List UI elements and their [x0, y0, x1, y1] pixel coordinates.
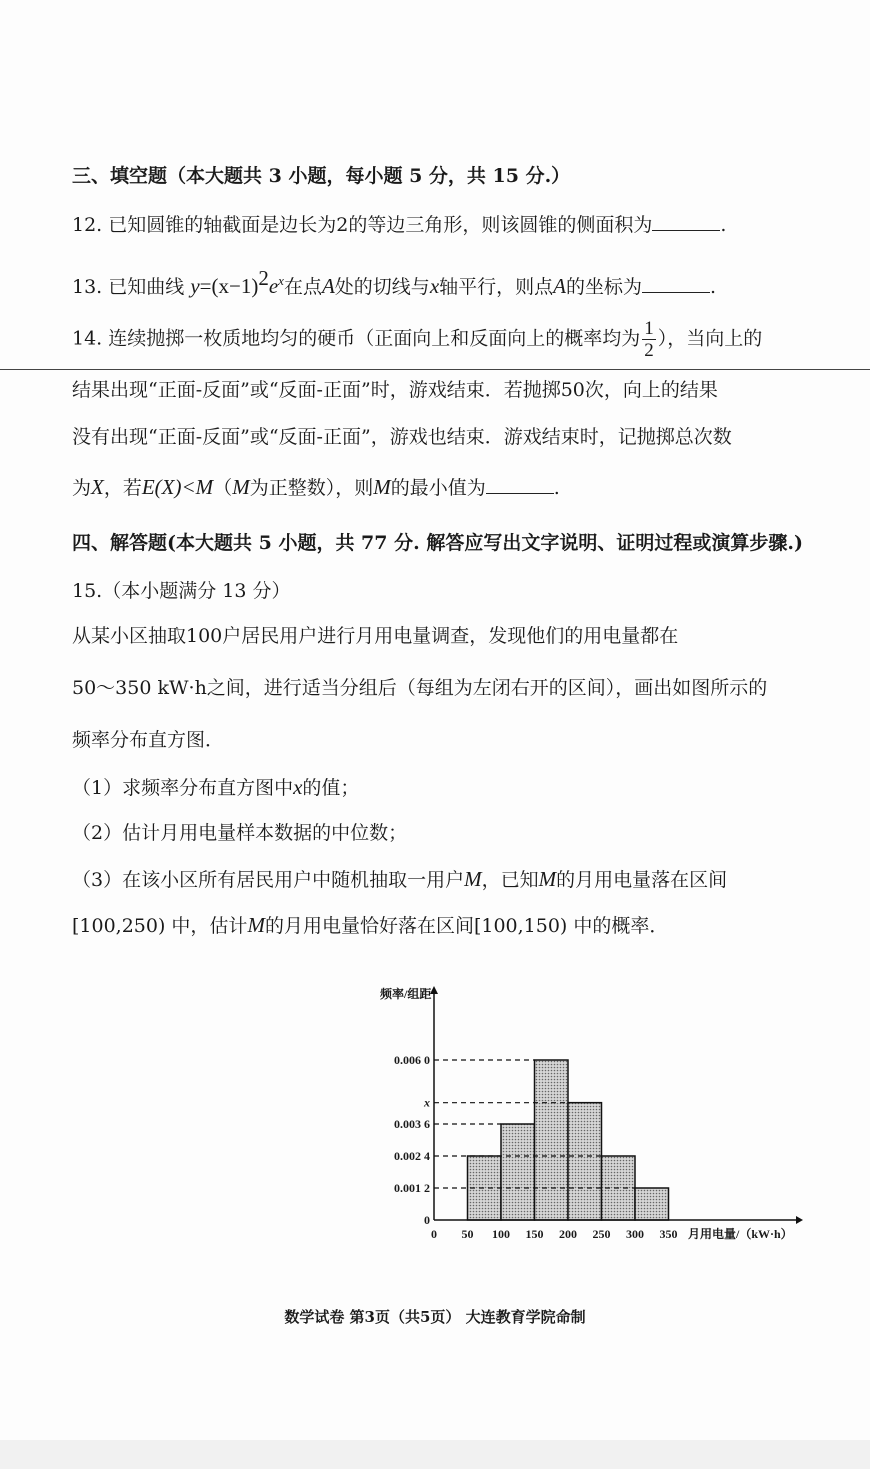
- q12-number: 12.: [72, 214, 103, 236]
- question-12: [72, 212, 726, 237]
- section3-title: 三、填空题（本大题共 3 小题，每小题 5 分，共 15 分.）: [72, 165, 571, 187]
- q14-expr: E(X)<M: [141, 475, 214, 499]
- question-14-line1: [72, 318, 762, 361]
- question-14-line4: 为X，若E(X)<M（M为正整数），则M的最小值为 .: [72, 475, 560, 499]
- q15-var-m3: M: [247, 913, 265, 937]
- q13-text-pre: 已知曲线: [108, 276, 185, 298]
- x-tick-label: 0: [431, 1227, 437, 1241]
- q13-blank: [642, 274, 710, 293]
- q15-var-x: x: [293, 775, 303, 799]
- q13-end: .: [710, 276, 717, 298]
- question-14-line3: 没有出现“正面-反面”或“反面-正面”，游戏也结束．游戏结束时，记抛掷总次数: [72, 426, 732, 448]
- histogram-bar-100-150: [501, 1124, 535, 1220]
- q13-formula: $y=(x-1)^2e^x$: [190, 266, 284, 298]
- question-13: [72, 266, 716, 299]
- q13-text-mid1: 在点: [283, 276, 322, 298]
- x-tick-label: 50: [461, 1227, 474, 1241]
- histogram-bar-150-200: [535, 1060, 569, 1220]
- x-tick-label: 150: [525, 1227, 544, 1241]
- q14-text-post: ），当向上的: [657, 327, 763, 350]
- q15-part1: （1）求频率分布直方图中x的值；: [72, 775, 360, 799]
- x-tick-label: 100: [492, 1227, 510, 1241]
- q14-var-x: X: [91, 475, 104, 499]
- page-fold-line: [0, 369, 870, 370]
- q15-intro-line2: 50～350 kW·h之间，进行适当分组后（每组为左闭右开的区间），画出如图所示的: [72, 677, 768, 699]
- q12-text: 已知圆锥的轴截面是边长为2的等边三角形，则该圆锥的侧面积为: [108, 214, 653, 236]
- y-tick-label: 0.003 6: [394, 1117, 430, 1131]
- q14-number: 14.: [72, 327, 103, 350]
- q15-header: 15.（本小题满分 13 分）: [72, 580, 291, 602]
- x-tick-label: 250: [592, 1227, 611, 1241]
- q13-var-a2: A: [553, 274, 566, 298]
- q13-text-mid2: 处的切线与: [334, 276, 430, 298]
- scan-bottom-strip: [0, 1440, 870, 1469]
- q14-fraction: $\frac{1}{2}$: [644, 318, 654, 361]
- question-14-line2: 结果出现“正面-反面”或“反面-正面”时，游戏结束．若抛掷50次，向上的结果: [72, 379, 718, 401]
- q13-var-a: A: [321, 274, 335, 298]
- q15-var-m2: M: [538, 867, 557, 891]
- histogram-bar-300-350: [635, 1188, 669, 1220]
- x-tick-label: 300: [626, 1227, 644, 1241]
- y-tick-label: 0.001 2: [394, 1181, 430, 1195]
- q15-intro-line1: 从某小区抽取100户居民用户进行月用电量调查，发现他们的用电量都在: [72, 625, 679, 647]
- y-tick-label: x: [424, 1095, 430, 1110]
- y-tick-label: 0: [424, 1213, 430, 1227]
- x-tick-label: 350: [659, 1227, 678, 1241]
- q13-var-x: x: [429, 274, 440, 298]
- q13-text-mid3: 轴平行，则点: [439, 276, 554, 298]
- q15-part3: （3）在该小区所有居民用户中随机抽取一用户M，已知M的月用电量落在区间: [72, 867, 728, 891]
- frequency-histogram: [370, 982, 810, 1252]
- q15-var-m: M: [464, 867, 482, 891]
- q15-intro-line3: 频率分布直方图．: [72, 729, 225, 751]
- q15-part2: （2）估计月用电量样本数据的中位数；: [72, 822, 408, 844]
- y-tick-label: 0.006 0: [394, 1053, 430, 1067]
- q13-text-mid4: 的坐标为: [565, 276, 642, 298]
- x-axis-label: 月用电量/（kW·h）: [688, 1227, 793, 1241]
- x-tick-label: 200: [559, 1227, 577, 1241]
- y-axis-label: 频率/组距: [380, 987, 432, 1001]
- section4-title: 四、解答题(本大题共 5 小题，共 77 分. 解答应写出文字说明、证明过程或演算步骤.): [72, 532, 803, 554]
- q15-part3-line2: [100,250) 中，估计M的月用电量恰好落在区间[100,150) 中的概率．: [72, 913, 669, 937]
- q14-var-m: M: [232, 475, 250, 499]
- q14-blank: [486, 475, 554, 494]
- q14-var-m2: M: [373, 475, 391, 499]
- histogram-bar-200-250: [568, 1103, 602, 1220]
- q12-end: .: [720, 214, 727, 236]
- y-tick-label: 0.002 4: [394, 1149, 430, 1163]
- page-footer: 数学试卷 第3页（共5页） 大连教育学院命制: [284, 1308, 586, 1326]
- q12-blank: [652, 212, 720, 231]
- x-axis-arrow: [796, 1216, 803, 1224]
- q14-text-pre: 连续抛掷一枚质地均匀的硬币（正面向上和反面向上的概率均为: [108, 327, 641, 350]
- q13-number: 13.: [72, 276, 103, 298]
